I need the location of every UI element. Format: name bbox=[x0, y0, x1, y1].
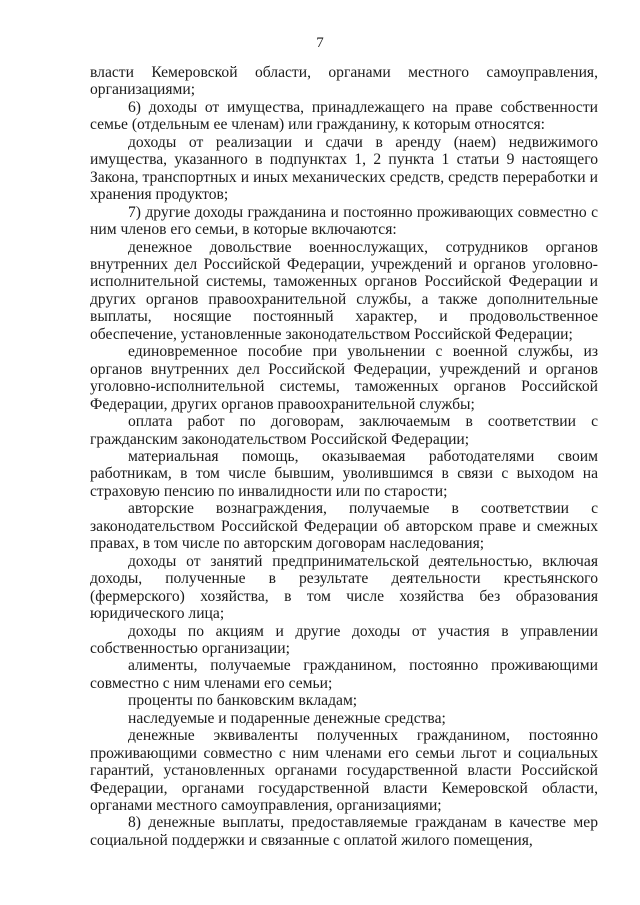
paragraph: оплата работ по договорам, заключаемым в соответствии с гражданским законодательством Российской Федерации; bbox=[90, 413, 598, 448]
document-body bbox=[90, 64, 598, 849]
paragraph: проценты по банковским вкладам; bbox=[128, 692, 358, 710]
paragraph: 7) другие доходы гражданина и постоянно проживающих совместно с ним членов его семьи, в которые включаются: bbox=[90, 203, 598, 239]
paragraph: денежные эквиваленты полученных гражданином, постоянно проживающими совместно с ним членами его семьи льгот и социальных гарантий, установленных органами государственной власти Российской Федерации, органами государственной власти Кемеровской области, органами местного самоуправления, организациями; bbox=[90, 727, 598, 815]
paragraph: материальная помощь, оказываемая работодателями своим работникам, в том числе бывшим, уволившимся в связи с выходом на страховую пенсию по инвалидности или по старости; bbox=[90, 447, 598, 500]
paragraph: доходы по акциям и другие доходы от участия в управлении собственностью организации; bbox=[90, 622, 598, 657]
paragraph: доходы от реализации и сдачи в аренду (наем) недвижимого имущества, указанного в подпунктах 1, 2 пункта 1 статьи 9 настоящего Закона, транспортных и иных механических средств, средств переработки и хранения продуктов; bbox=[90, 133, 598, 204]
page-number: 7 bbox=[316, 35, 324, 51]
paragraph: алименты, получаемые гражданином, постоянно проживающими совместно с ним членами его семьи; bbox=[90, 657, 598, 692]
paragraph: доходы от занятий предпринимательской деятельностью, включая доходы, полученные в результате деятельности крестьянского (фермерского) хозяйства, в том числе хозяйства без образования юридического лица; bbox=[90, 552, 598, 623]
paragraph: власти Кемеровской области, органами местного самоуправления, организациями; bbox=[90, 64, 598, 99]
paragraph: наследуемые и подаренные денежные средства; bbox=[128, 709, 446, 727]
paragraph: 6) доходы от имущества, принадлежащего на праве собственности семье (отдельным ее членам) или гражданину, к которым относятся: bbox=[90, 98, 598, 134]
paragraph: денежное довольствие военнослужащих, сотрудников органов внутренних дел Российской Федерации, учреждений и органов уголовно-исполнительной системы, таможенных органов Российской Федерации и других органов правоохранительной службы, а также дополнительные выплаты, носящие постоянный характер, и продовольственное обеспечение, установленные законодательством Российской Федерации; bbox=[90, 238, 598, 343]
paragraph: единовременное пособие при увольнении с военной службы, из органов внутренних дел Российской Федерации, учреждений и органов уголовно-исполнительной системы, таможенных органов Российской Федерации, других органов правоохранительной службы; bbox=[90, 343, 598, 413]
paragraph: авторские вознаграждения, получаемые в соответствии с законодательством Российской Федерации об авторском праве и смежных правах, в том числе по авторским договорам наследования; bbox=[90, 500, 598, 553]
paragraph: 8) денежные выплаты, предоставляемые гражданам в качестве мер социальной поддержки и связанные с оплатой жилого помещения, bbox=[90, 814, 598, 849]
